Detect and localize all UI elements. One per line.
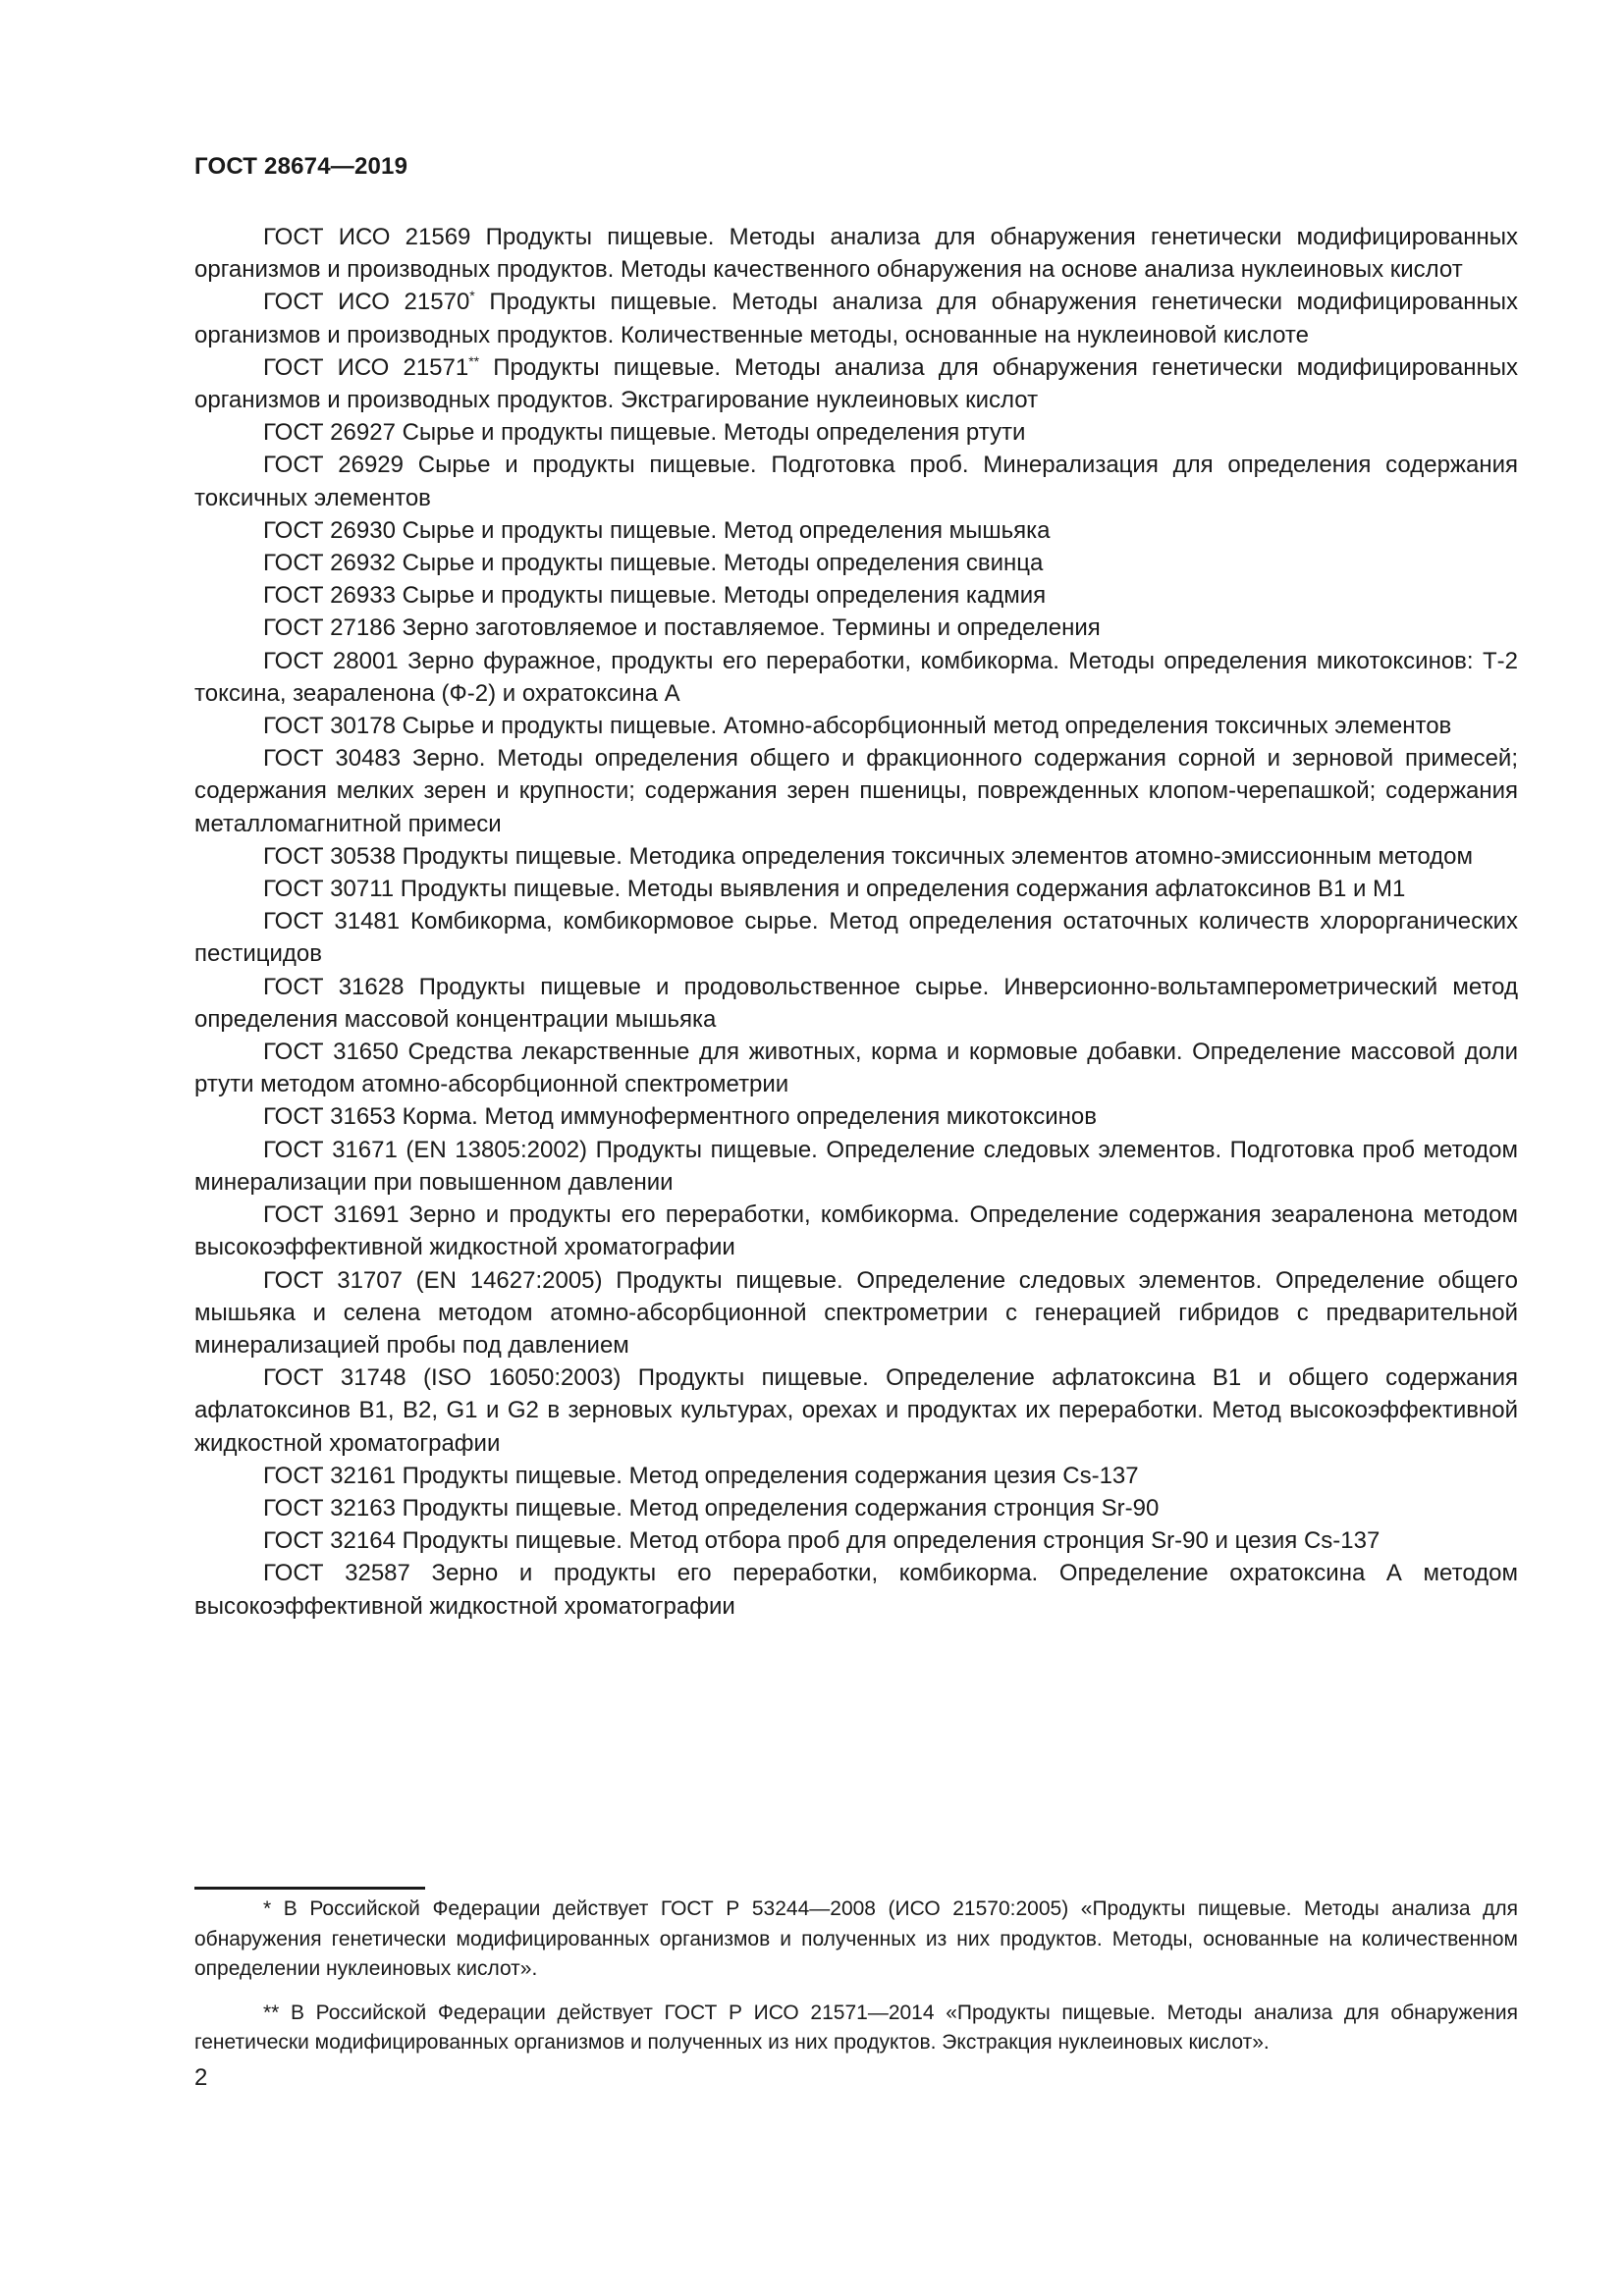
reference-text: ГОСТ 31748 (ISO 16050:2003) Продукты пищевые. Определение афлатоксина В1 и общего содержания афлатоксинов В1, В2, G1 и G2 в зерновых культурах, орехах и продуктах их переработки. Метод высокоэффективной жидкостной хроматографии [194,1364,1518,1457]
reference-item [194,1524,1518,1557]
reference-text: ГОСТ 31481 Комбикорма, комбикормовое сырье. Метод определения остаточных количеств хлорорганических пестицидов [194,908,1518,968]
document-header: ГОСТ 28674—2019 [194,153,408,180]
reference-item [194,579,1518,612]
reference-text: ГОСТ 26932 Сырье и продукты пищевые. Методы определения свинца [263,550,1044,577]
reference-text: ГОСТ ИСО 21571 [263,353,469,381]
reference-text: ГОСТ 31650 Средства лекарственные для животных, корма и кормовые добавки. Определение массовой доли ртути методом атомно-абсорбционной спектрометрии [194,1039,1518,1098]
reference-item [194,1036,1518,1100]
reference-item [194,351,1518,416]
reference-item [194,710,1518,742]
reference-text: ГОСТ 31707 (EN 14627:2005) Продукты пищевые. Определение следовых элементов. Определение общего мышьяка и селена методом атомно-абсорбционной спектрометрии с генерацией гибридов с предварительной минерализацией пробы под давлением [194,1266,1518,1359]
reference-text: ГОСТ 30178 Сырье и продукты пищевые. Атомно-абсорбционный метод определения токсичных элементов [263,713,1452,740]
reference-item [194,742,1518,840]
reference-item [194,645,1518,710]
reference-text: ГОСТ 32587 Зерно и продукты его переработки, комбикорма. Определение охратоксина А методом высокоэффективной жидкостной хроматографии [194,1560,1518,1620]
reference-text: ГОСТ 26929 Сырье и продукты пищевые. Подготовка проб. Минерализация для определения содержания токсичных элементов [194,452,1518,511]
reference-text: ГОСТ ИСО 21570 [263,289,470,316]
reference-item [194,514,1518,547]
reference-item [194,873,1518,905]
reference-item [194,286,1518,350]
reference-text: ГОСТ 31628 Продукты пищевые и продовольственное сырье. Инверсионно-вольтамперометрический метод определения массовой концентрации мышьяка [194,973,1518,1033]
reference-item [194,547,1518,579]
reference-item [194,1460,1518,1492]
reference-text: ГОСТ ИСО 21569 Продукты пищевые. Методы анализа для обнаружения генетически модифицированных организмов и производных продуктов. Методы качественного обнаружения на основе анализа нуклеиновых кислот [194,224,1518,284]
reference-item [194,612,1518,644]
reference-item [194,905,1518,970]
reference-item [194,1557,1518,1622]
reference-item [194,840,1518,873]
reference-item [194,1100,1518,1133]
reference-text: ГОСТ 32163 Продукты пищевые. Метод определения содержания стронция Sr-90 [263,1494,1160,1522]
reference-text: ГОСТ 31653 Корма. Метод иммуноферментного определения микотоксинов [263,1103,1097,1131]
reference-text: Продукты пищевые. Методы анализа для обнаружения генетически модифицированных организмов и производных продуктов. Количественные методы, основанные на нуклеиновой кислоте [194,289,1518,348]
reference-text: ГОСТ 32164 Продукты пищевые. Метод отбора проб для определения стронция Sr-90 и цезия Cs-137 [263,1527,1380,1555]
reference-text: ГОСТ 28001 Зерно фуражное, продукты его переработки, комбикорма. Методы определения микотоксинов: Т-2 токсина, зеараленона (Ф-2) и охратоксина А [194,647,1518,707]
reference-item [194,1134,1518,1199]
reference-text: ГОСТ 30483 Зерно. Методы определения общего и фракционного содержания сорной и зерновой примесей; содержания мелких зерен и крупности; содержания зерен пшеницы, поврежденных клопом-черепашкой; содержания металломагнитной примеси [194,745,1518,837]
reference-text: ГОСТ 26930 Сырье и продукты пищевые. Метод определения мышьяка [263,516,1051,544]
footnote-separator [194,1887,425,1890]
reference-item [194,1264,1518,1362]
footnote-marker: ** [468,352,480,369]
reference-text: ГОСТ 30711 Продукты пищевые. Методы выявления и определения содержания афлатоксинов В1 и М1 [263,876,1406,903]
footnote-marker: * [469,288,475,304]
page-number: 2 [194,2064,208,2091]
reference-item [194,1492,1518,1524]
reference-item [194,971,1518,1036]
reference-item [194,221,1518,286]
reference-text: ГОСТ 31671 (EN 13805:2002) Продукты пищевые. Определение следовых элементов. Подготовка проб методом минерализации при повышенном давлении [194,1136,1518,1196]
footnotes [194,1895,1518,2072]
reference-item [194,449,1518,513]
reference-item [194,1362,1518,1460]
reference-text: ГОСТ 27186 Зерно заготовляемое и поставляемое. Термины и определения [263,614,1101,642]
footnote: ** В Российской Федерации действует ГОСТ Р ИСО 21571—2014 «Продукты пищевые. Методы анализа для обнаружения генетически модифицированных организмов и полученных из них продуктов. Экстракция нуклеиновых кислот». [194,2001,1518,2054]
reference-text: ГОСТ 32161 Продукты пищевые. Метод определения содержания цезия Cs-137 [263,1462,1139,1489]
normative-references-list [194,221,1518,1623]
reference-text: ГОСТ 26933 Сырье и продукты пищевые. Методы определения кадмия [263,582,1047,610]
footnote: * В Российской Федерации действует ГОСТ Р 53244—2008 (ИСО 21570:2005) «Продукты пищевые. Методы анализа для обнаружения генетически модифицированных организмов и полученных из них продуктов. Методы, основанные на количественном определении нуклеиновых кислот». [194,1897,1518,1980]
reference-text: ГОСТ 26927 Сырье и продукты пищевые. Методы определения ртути [263,419,1026,447]
reference-text: ГОСТ 30538 Продукты пищевые. Методика определения токсичных элементов атомно-эмиссионным методом [263,842,1473,870]
reference-text: ГОСТ 31691 Зерно и продукты его переработки, комбикорма. Определение содержания зеараленона методом высокоэффективной жидкостной хроматографии [194,1201,1518,1261]
reference-item [194,1199,1518,1263]
reference-text: Продукты пищевые. Методы анализа для обнаружения генетически модифицированных организмов и производных продуктов. Экстрагирование нуклеиновых кислот [194,353,1519,414]
reference-item [194,416,1518,449]
